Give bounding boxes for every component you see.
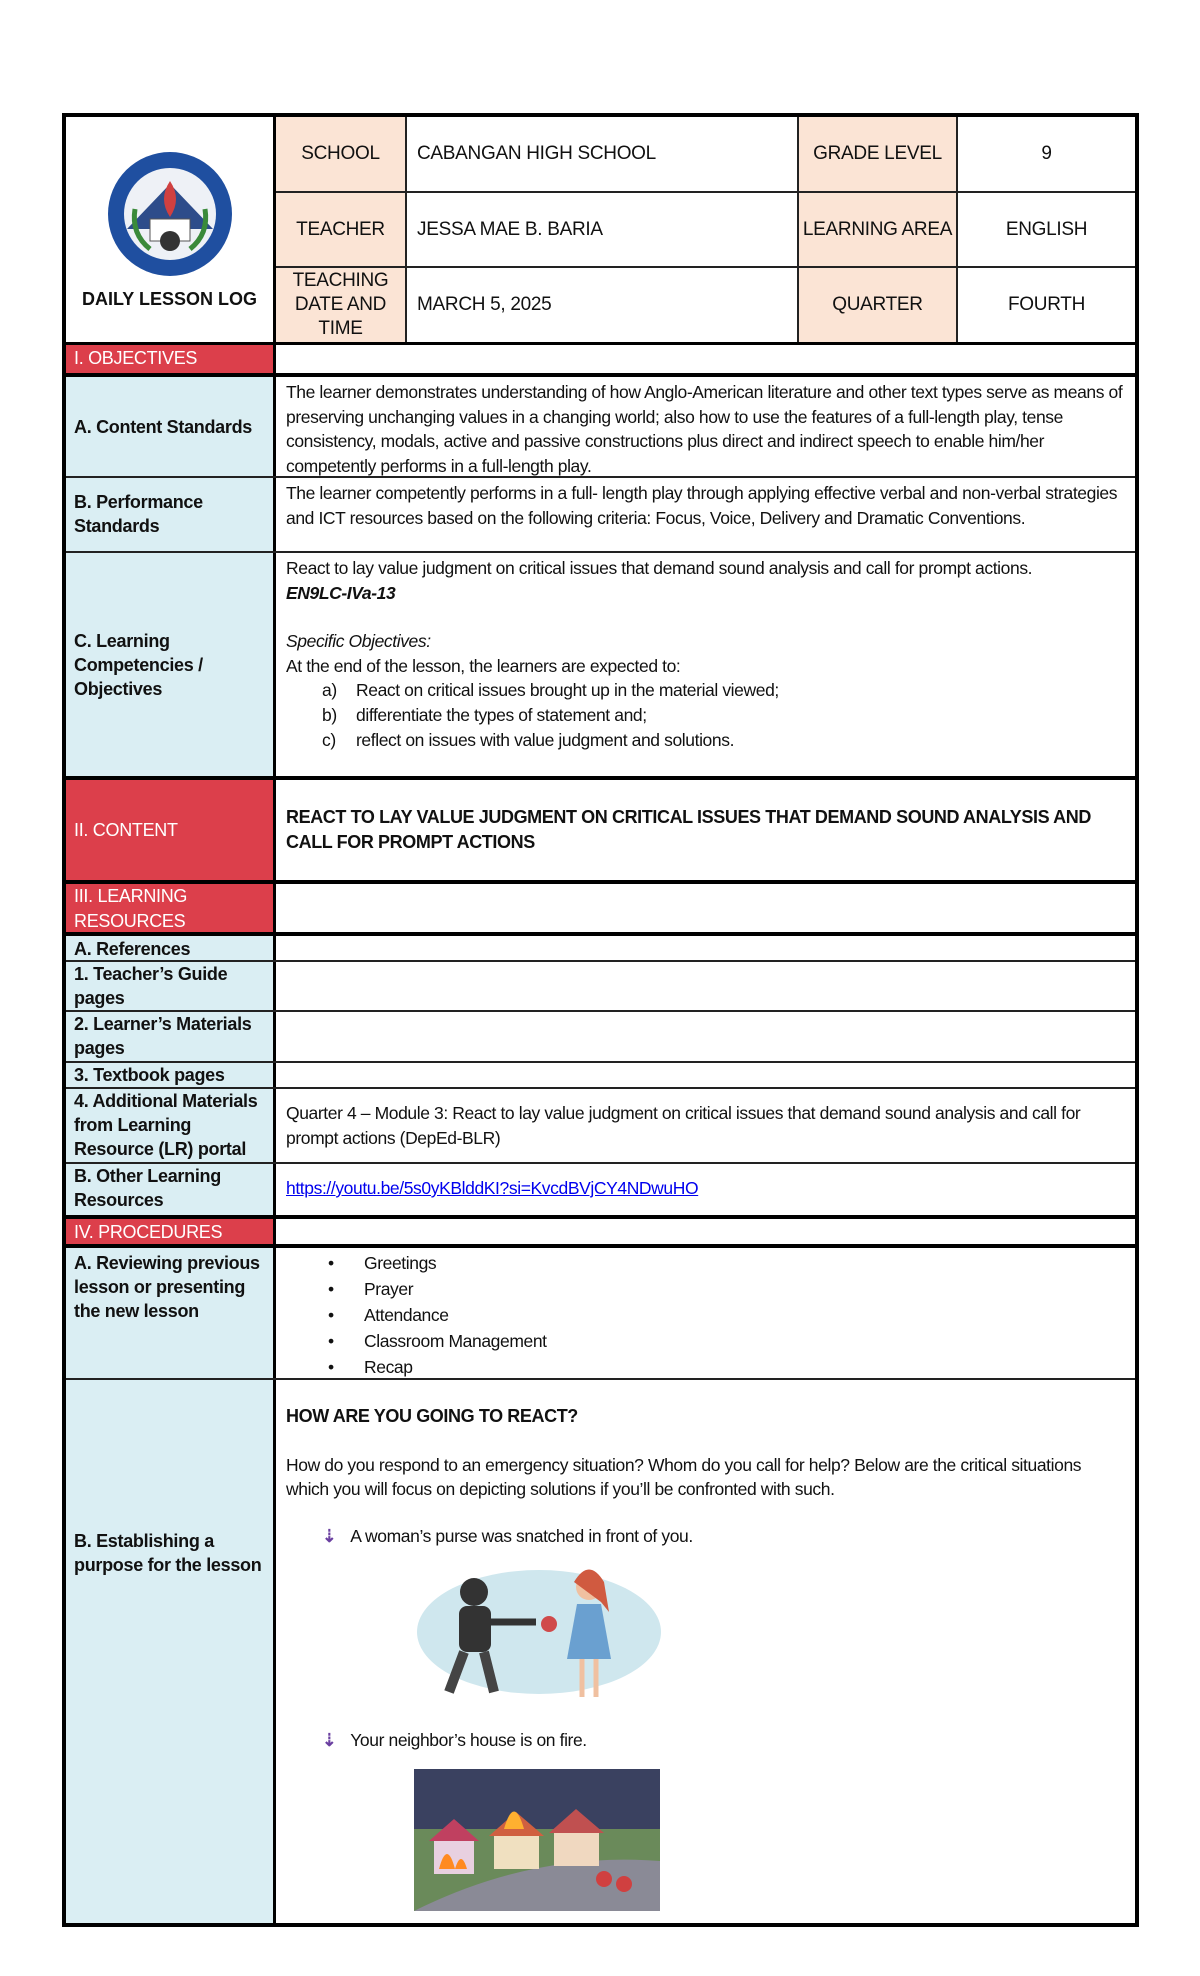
purse-snatching-illustration — [414, 1562, 664, 1702]
performance-standards-text: The learner competently performs in a full- length play through applying effective verbal and non-verbal strategies and ICT resources based on the following criteria: Focus, Voice, Delivery and Dramatic Conventions. — [286, 483, 1118, 528]
arrow-bullet-icon: ⇣ — [322, 1525, 337, 1546]
area-value: ENGLISH — [958, 193, 1135, 268]
review-item: • Classroom Management — [328, 1328, 1125, 1354]
purpose-title: HOW ARE YOU GOING TO REACT? — [286, 1406, 578, 1426]
school-seal-icon — [105, 149, 235, 279]
review-item: • Greetings — [328, 1250, 1125, 1276]
performance-standards-label: B. Performance Standards — [66, 478, 276, 551]
review-item: • Prayer — [328, 1276, 1125, 1302]
purpose-label: B. Establishing a purpose for the lesson — [66, 1380, 276, 1923]
other-resources-label: B. Other Learning Resources — [66, 1164, 276, 1215]
lesson-log-table — [62, 113, 1139, 1927]
quarter-label: QUARTER — [799, 268, 958, 342]
additional-materials-text: Quarter 4 – Module 3: React to lay value judgment on critical issues that demand sound analysis and call for prompt actions (DepEd-BLR) — [286, 1103, 1081, 1148]
school-value: CABANGAN HIGH SCHOOL — [407, 117, 799, 193]
arrow-bullet-icon: ⇣ — [322, 1730, 337, 1751]
competencies-cell — [276, 553, 1135, 776]
review-item: • Recap — [328, 1354, 1125, 1380]
additional-materials-label: 4. Additional Materials from Learning Resource (LR) portal — [66, 1089, 276, 1162]
house-fire-illustration — [414, 1769, 660, 1911]
competency-code: EN9LC-IVa-13 — [286, 582, 396, 603]
content-standards-label: A. Content Standards — [66, 377, 276, 476]
resources-heading: III. LEARNING RESOURCES — [66, 884, 276, 932]
procedures-heading: IV. PROCEDURES — [66, 1219, 276, 1244]
purpose-text: How do you respond to an emergency situation? Whom do you call for help? Below are the critical situations which you will focus on depicting solutions if you’ll be confronted with such. — [286, 1454, 1082, 1500]
references-label: A. References — [66, 936, 276, 960]
learners-materials-label: 2. Learner’s Materials pages — [66, 1012, 276, 1061]
specific-objectives-label: Specific Objectives: — [286, 631, 431, 652]
learners-materials-value — [276, 1012, 1135, 1061]
teachers-guide-value — [276, 962, 1135, 1010]
document-title: DAILY LESSON LOG — [81, 289, 258, 309]
objective-item: a) React on critical issues brought up in the material viewed; — [322, 680, 779, 701]
competency-text: React to lay value judgment on critical issues that demand sound analysis and call for prompt actions. — [286, 558, 1033, 578]
textbook-value — [276, 1063, 1135, 1087]
review-list — [286, 1250, 1125, 1380]
content-heading: II. CONTENT — [66, 780, 276, 880]
objective-item: c) reflect on issues with value judgment and solutions. — [322, 729, 735, 750]
content-standards-text: The learner demonstrates understanding of how Anglo-American literature and other text types serve as means of preserving unchanging values in a changing world; also how to use the features of a full-length play, tense consistency, modals, active and passive constructions plus direct and indirect speech to enable him/her competently performs in a full-length play. — [286, 382, 1123, 476]
reviewing-label: A. Reviewing previous lesson or presenting the new lesson — [66, 1248, 276, 1378]
school-logo — [66, 117, 276, 342]
situation-text: A woman’s purse was snatched in front of you. — [350, 1525, 693, 1546]
objectives-heading: I. OBJECTIVES — [66, 345, 276, 373]
teachers-guide-label: 1. Teacher’s Guide pages — [66, 962, 276, 1010]
teacher-label: TEACHER — [276, 193, 407, 268]
school-label: SCHOOL — [276, 117, 407, 193]
grade-value: 9 — [958, 117, 1135, 193]
quarter-value: FOURTH — [1007, 294, 1085, 315]
video-link[interactable]: https://youtu.be/5s0yKBlddKI?si=KvcdBVjCY4NDwuHO — [286, 1178, 699, 1198]
objective-item: b) differentiate the types of statement and; — [322, 704, 647, 725]
content-text: REACT TO LAY VALUE JUDGMENT ON CRITICAL ISSUES THAT DEMAND SOUND ANALYSIS AND CALL FOR PROMPT ACTIONS — [286, 807, 1091, 852]
area-label: LEARNING AREA — [799, 193, 958, 268]
date-label: TEACHING DATE AND TIME — [276, 268, 407, 342]
review-item: • Attendance — [328, 1302, 1125, 1328]
textbook-label: 3. Textbook pages — [66, 1063, 276, 1087]
header — [66, 117, 1135, 345]
teacher-value: JESSA MAE B. BARIA — [407, 193, 799, 268]
objectives-intro: At the end of the lesson, the learners are expected to: — [286, 655, 681, 676]
grade-label: GRADE LEVEL — [799, 117, 958, 193]
date-value: MARCH 5, 2025 — [407, 268, 799, 342]
competencies-label: C. Learning Competencies / Objectives — [66, 553, 276, 776]
situation-text: Your neighbor’s house is on fire. — [350, 1730, 587, 1751]
